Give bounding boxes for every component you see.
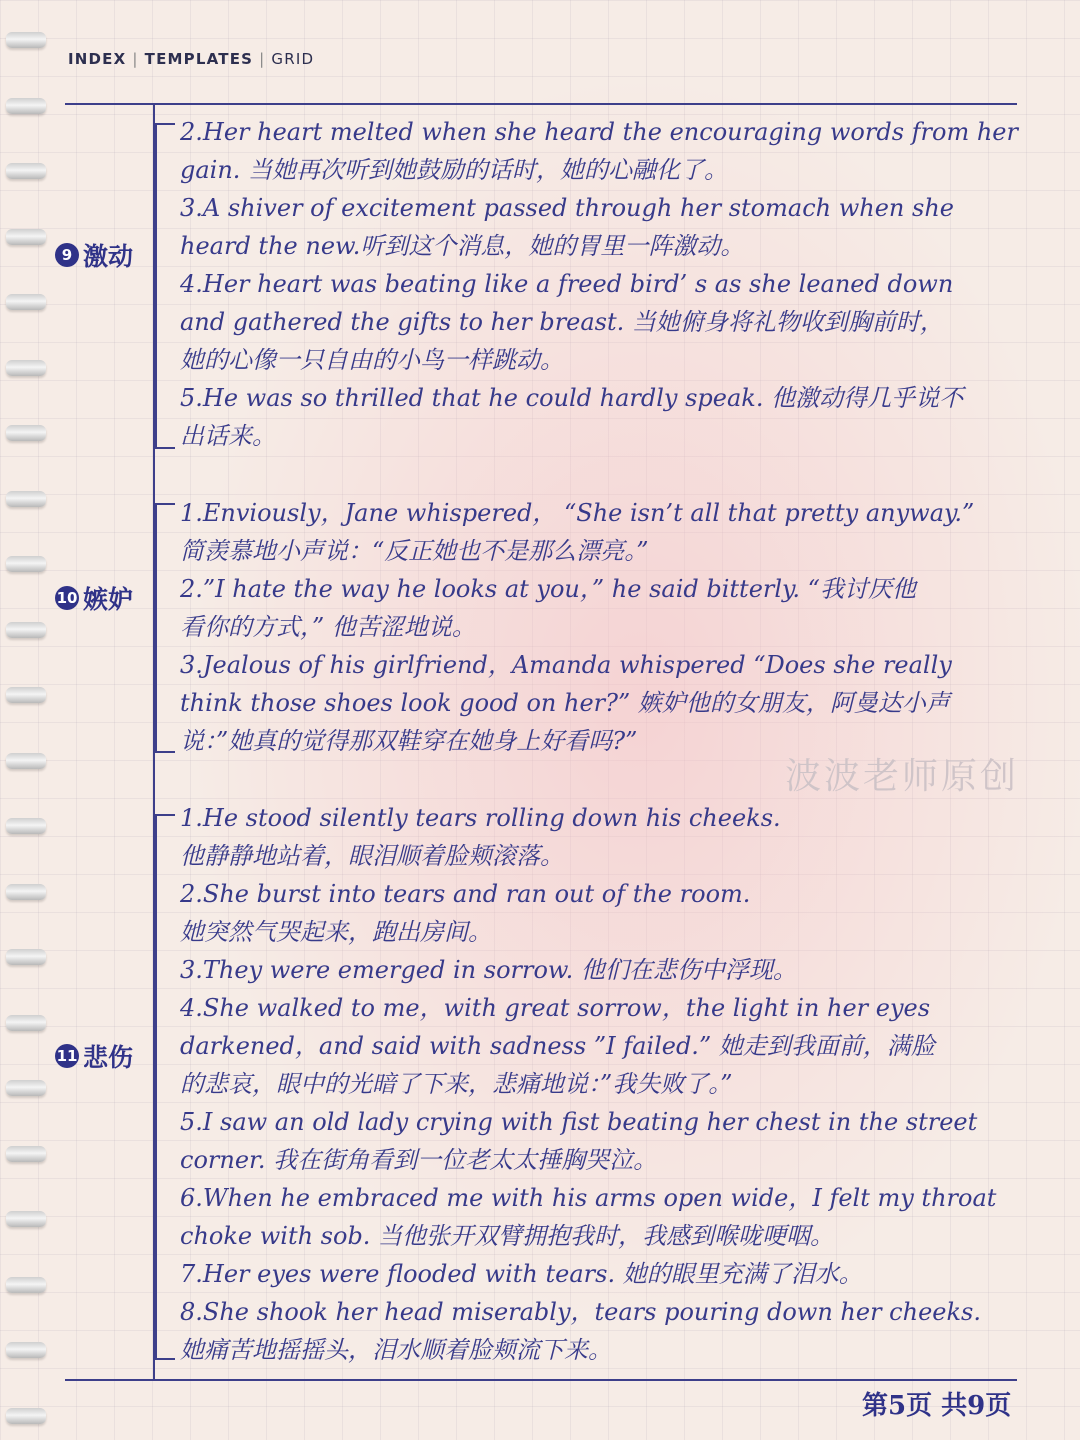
text-line: 2.Her heart melted when she heard the encouraging words from her	[180, 118, 1018, 146]
section-bracket	[155, 123, 175, 449]
spiral-ring	[6, 1146, 46, 1162]
spiral-ring	[6, 556, 46, 572]
text-line: 3.Jealous of his girlfriend，Amanda whispered “Does she really	[180, 651, 952, 679]
page-indicator: 第5页 共9页	[862, 1391, 1012, 1421]
section-sad-text	[180, 799, 1070, 1369]
text-line: darkened，and said with sadness ”I failed.” 她走到我面前，满脸	[180, 1032, 935, 1060]
spiral-ring	[6, 884, 46, 900]
spiral-ring	[6, 425, 46, 441]
section-title: 嫉妒	[83, 585, 134, 614]
text-line: 2.She burst into tears and ran out of the room.	[180, 880, 751, 908]
text-line: 2.”I hate the way he looks at you，” he said bitterly. “我讨厌他	[180, 575, 916, 603]
text-line: 4.She walked to me，with great sorrow，the light in her eyes	[180, 994, 931, 1022]
text-line: corner. 我在街角看到一位老太太捶胸哭泣。	[180, 1146, 658, 1174]
notebook-spiral-rings	[0, 0, 50, 1440]
section-bracket	[155, 503, 175, 753]
text-line: 出话来。	[180, 422, 276, 450]
section-heading-sad	[55, 1038, 133, 1074]
text-line: 4.Her heart was beating like a freed bird’ s as she leaned down	[180, 270, 954, 298]
section-excited-text	[180, 113, 1070, 455]
text-line: 1.Enviously，Jane whispered， “She isn’t all that pretty anyway.”	[180, 499, 975, 527]
section-number: 9	[55, 243, 79, 267]
spiral-ring	[6, 622, 46, 638]
text-line: heard the new.听到这个消息，她的胃里一阵激动。	[180, 232, 745, 260]
section-title: 悲伤	[83, 1043, 134, 1072]
nav-separator: |	[259, 50, 266, 68]
spiral-ring	[6, 98, 46, 114]
bottom-rule	[65, 1379, 1017, 1381]
text-line: 8.She shook her head miserably，tears pouring down her cheeks.	[180, 1298, 981, 1326]
text-line: 她痛苦地摇摇头，泪水顺着脸颊流下来。	[180, 1336, 612, 1364]
spiral-ring	[6, 294, 46, 310]
spiral-ring	[6, 1211, 46, 1227]
spiral-ring	[6, 229, 46, 245]
nav-separator: |	[132, 50, 139, 68]
section-title: 激动	[83, 242, 134, 271]
text-line: 她突然气哭起来，跑出房间。	[180, 918, 492, 946]
text-line: 看你的方式，” 他苦涩地说。	[180, 613, 476, 641]
section-number: 11	[55, 1044, 79, 1068]
spiral-ring	[6, 491, 46, 507]
text-line: 5.He was so thrilled that he could hardly speak. 他激动得几乎说不	[180, 384, 964, 412]
spiral-ring	[6, 818, 46, 834]
text-line: choke with sob. 当他张开双臂拥抱我时，我感到喉咙哽咽。	[180, 1222, 835, 1250]
text-line: think those shoes look good on her?” 嫉妒他的女朋友，阿曼达小声	[180, 689, 950, 717]
spiral-ring	[6, 1342, 46, 1358]
spiral-ring	[6, 753, 46, 769]
spiral-ring	[6, 949, 46, 965]
watermark: 波波老师原创	[785, 756, 1020, 797]
section-bracket	[155, 814, 175, 1360]
top-rule	[65, 103, 1017, 105]
nav-index-link[interactable]: INDEX	[68, 50, 127, 68]
text-line: 她的心像一只自由的小鸟一样跳动。	[180, 346, 564, 374]
spiral-ring	[6, 1080, 46, 1096]
spiral-ring	[6, 163, 46, 179]
spiral-ring	[6, 1015, 46, 1031]
text-line: and gathered the gifts to her breast. 当她俯身将礼物收到胸前时，	[180, 308, 944, 336]
text-line: 的悲哀，眼中的光暗了下来，悲痛地说：”我失败了。”	[180, 1070, 733, 1098]
text-line: 5.I saw an old lady crying with fist beating her chest in the street	[180, 1108, 978, 1136]
text-line: 7.Her eyes were flooded with tears. 她的眼里充满了泪水。	[180, 1260, 863, 1288]
top-navigation	[68, 50, 314, 68]
nav-templates-link[interactable]: TEMPLATES	[144, 50, 254, 68]
section-jealous-text	[180, 494, 1070, 760]
text-line: 1.He stood silently tears rolling down his cheeks.	[180, 804, 781, 832]
text-line: 他静静地站着，眼泪顺着脸颊滚落。	[180, 842, 564, 870]
spiral-ring	[6, 1408, 46, 1424]
text-line: gain. 当她再次听到她鼓励的话时，她的心融化了。	[180, 156, 729, 184]
spiral-ring	[6, 32, 46, 48]
section-number: 10	[55, 586, 79, 610]
text-line: 简羡慕地小声说：“反正她也不是那么漂亮。”	[180, 537, 649, 565]
text-line: 说：”她真的觉得那双鞋穿在她身上好看吗?”	[180, 727, 638, 755]
spiral-ring	[6, 687, 46, 703]
section-heading-excited	[55, 237, 133, 273]
text-line: 3.A shiver of excitement passed through her stomach when she	[180, 194, 954, 222]
text-line: 6.When he embraced me with his arms open wide，I felt my throat	[180, 1184, 997, 1212]
nav-grid-link[interactable]: GRID	[271, 50, 315, 68]
spiral-ring	[6, 1277, 46, 1293]
spiral-ring	[6, 360, 46, 376]
text-line: 3.They were emerged in sorrow. 他们在悲伤中浮现。	[180, 956, 797, 984]
section-heading-jealous	[55, 580, 133, 616]
